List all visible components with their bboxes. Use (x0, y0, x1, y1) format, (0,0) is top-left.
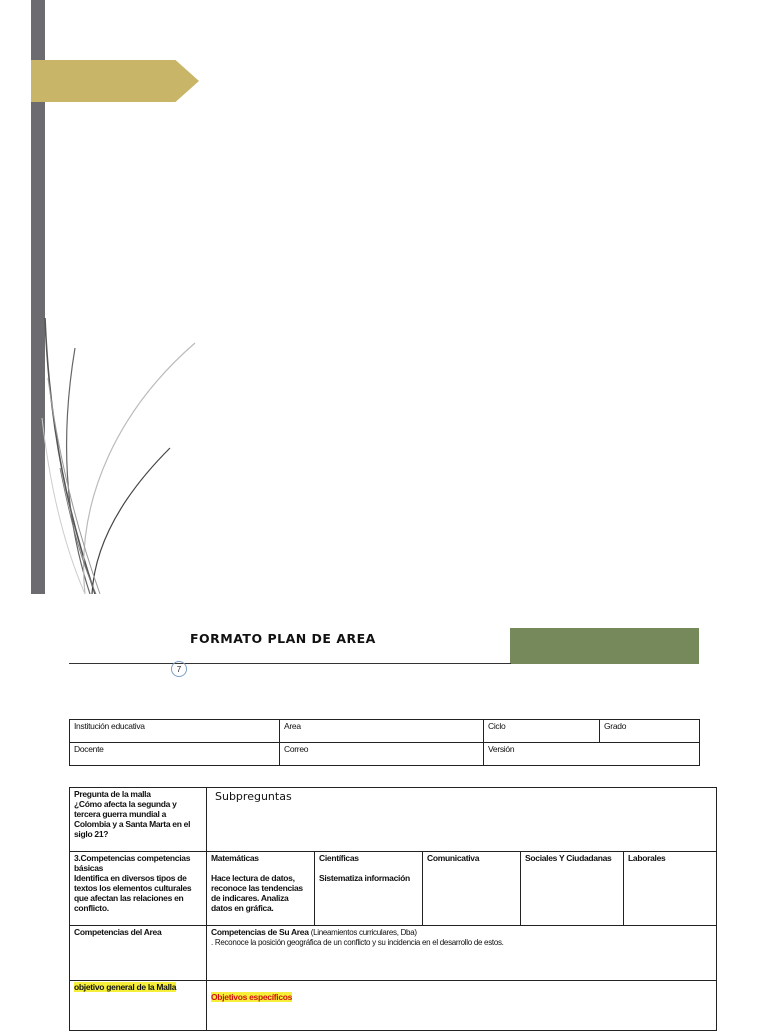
laborales-cell[interactable]: Laborales (624, 852, 717, 926)
pregunta-text: ¿Cómo afecta la segunda y tercera guerra mundial a Colombia y a Santa Marta en el siglo 21? (74, 799, 191, 839)
comunicativa-cell[interactable]: Comunicativa (423, 852, 521, 926)
info-table (69, 719, 700, 766)
su-area-note: (Lineamientos curriculares, Dba) (310, 928, 417, 937)
page-title: FORMATO PLAN DE AREA (190, 631, 376, 646)
pregunta-cell (70, 788, 207, 852)
objetivos-especificos-cell[interactable] (207, 981, 717, 1031)
page-separator (0, 594, 768, 600)
correo-cell[interactable]: Correo (280, 743, 484, 766)
matematicas-label: Matemáticas (211, 853, 259, 863)
competencias-basicas-cell (70, 852, 207, 926)
grado-cell[interactable]: Grado (600, 720, 700, 743)
title-underline (69, 663, 511, 664)
version-cell[interactable]: Versión (484, 743, 700, 766)
cover-arrow-banner (31, 60, 199, 102)
cientificas-label: Científicas (319, 853, 359, 863)
competencias-label: 3.Competencias competencias básicas (74, 853, 191, 873)
cientificas-cell[interactable] (315, 852, 423, 926)
sociales-cell[interactable]: Sociales Y Ciudadanas (521, 852, 624, 926)
institucion-cell[interactable]: Institución educativa (70, 720, 280, 743)
objetivo-general-label: objetivo general de la Malla (74, 982, 177, 992)
page-number-badge: 7 (171, 661, 187, 677)
su-area-cell[interactable] (207, 926, 717, 981)
grass-decoration-icon (40, 318, 210, 594)
matematicas-text: Hace lectura de datos, reconoce las tendencias de indicares. Analiza datos en gráfica. (211, 873, 303, 913)
area-cell[interactable]: Area (280, 720, 484, 743)
docente-cell[interactable]: Docente (70, 743, 280, 766)
objetivo-general-cell (70, 981, 207, 1031)
subpreguntas-cell[interactable]: Subpreguntas (207, 788, 717, 852)
su-area-label: Competencias de Su Area (211, 927, 309, 937)
objetivos-especificos-label: Objetivos específicos (211, 992, 293, 1002)
header-green-box (510, 628, 699, 664)
plan-table (69, 787, 717, 1031)
cientificas-text: Sistematiza información (319, 873, 410, 883)
su-area-text: . Reconoce la posición geográfica de un conflicto y su incidencia en el desarrollo de estos. (211, 938, 504, 947)
ciclo-cell[interactable]: Ciclo (484, 720, 600, 743)
matematicas-cell[interactable] (207, 852, 315, 926)
pregunta-label: Pregunta de la malla (74, 789, 151, 799)
competencias-text: Identifica en diversos tipos de textos los elementos culturales que afectan las relaciones en conflicto. (74, 873, 192, 913)
competencias-area-cell: Competencias del Area (70, 926, 207, 981)
